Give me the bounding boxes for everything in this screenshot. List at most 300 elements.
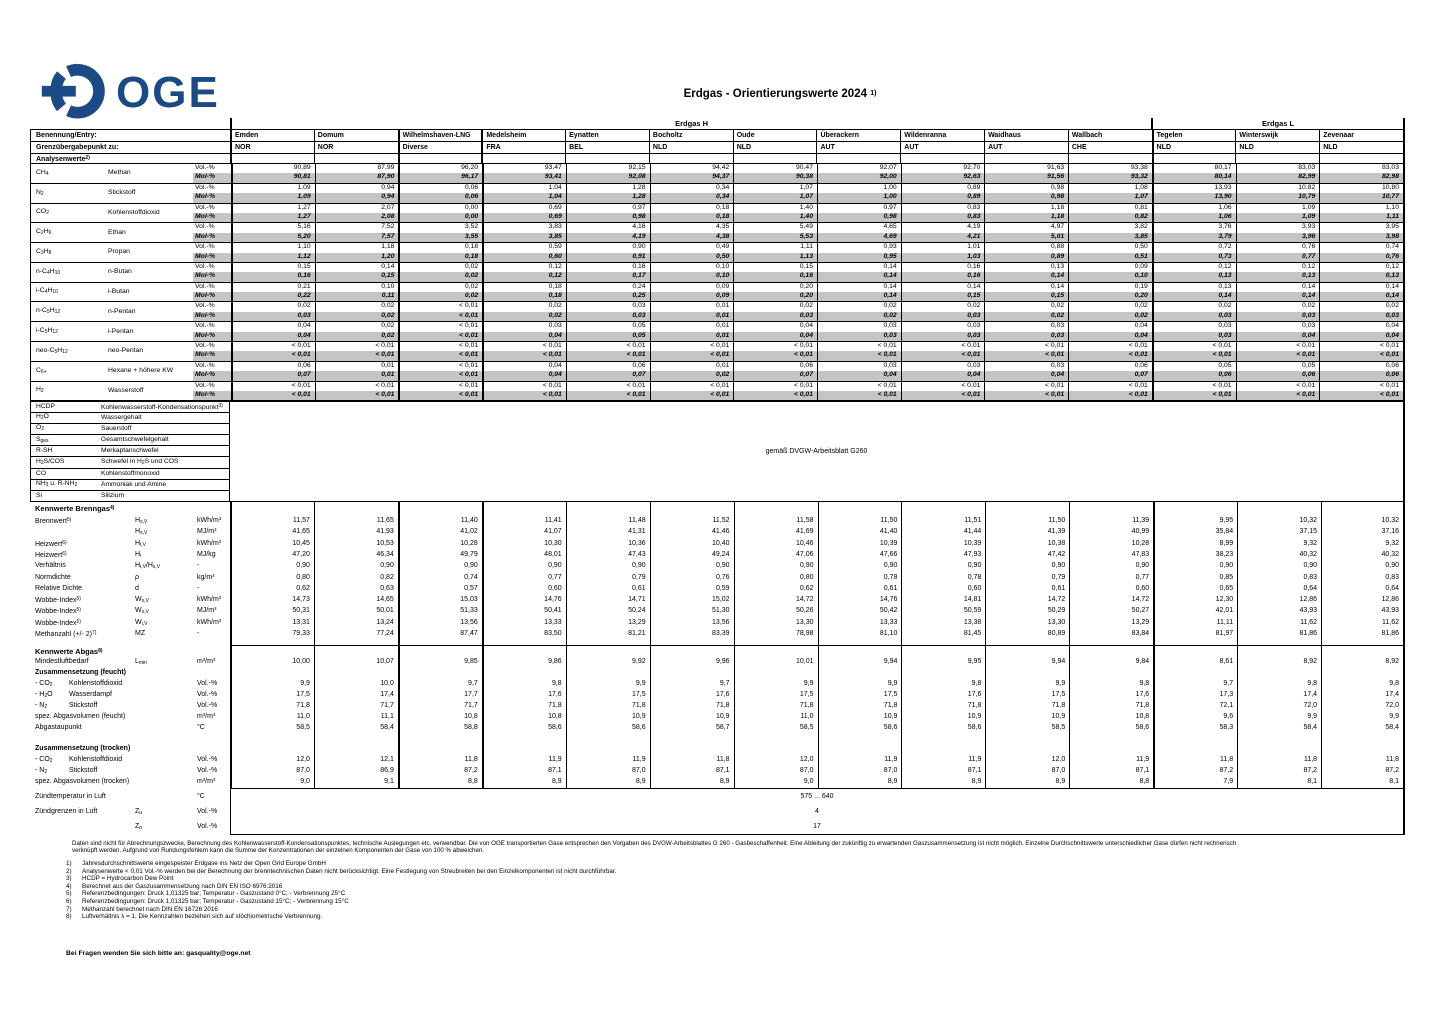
kennwert-value-cell: 10,01 [795,658,814,666]
unit-mol: Mol-% [193,332,231,341]
mol-value-cell: 1,13 [733,253,817,262]
kennwert-value-cell: 0,76 [715,573,730,581]
country-cell: FRA [481,142,565,153]
kennwert-value-cell [484,668,566,679]
mol-value-cell: 0,02 [482,312,566,321]
mol-value-cell: 1,12 [231,253,315,262]
kennwert-value-cell: 87,47 [460,630,478,638]
kennwert-label-line: - $N_2$ Stickstoff Vol.-% [35,701,218,710]
mol-value-cell: 1,00 [817,193,901,202]
mol-value-cell: 0,89 [984,253,1068,262]
kennwert-value-cell: 11,8 [1220,756,1234,764]
kennwert-column [985,502,1069,645]
requirement-row: R-SH Merkaptanschwefel [30,446,230,457]
vol-value-cell: 1,28 [566,184,650,193]
requirement-row: $H_2O$ Wassergehalt [30,413,230,424]
component-block [30,183,1405,203]
kennwert-column-spacer [1238,502,1321,515]
unit-mol: Mol-% [193,351,231,360]
kennwert-value-cell [1322,668,1403,679]
kennwert-value-cell: 9,94 [1051,658,1066,666]
kennwert-column-spacer [400,502,482,515]
vol-value-cell: 0,02 [398,263,482,272]
vol-value-cell: 0,03 [984,322,1068,331]
kennwert-value-cell: 10,8 [1135,712,1150,720]
kennwert-value-cell: 10,9 [715,712,730,720]
kennwert-value-cell: 10,39 [879,539,898,547]
footnote-marker: 1) [66,860,72,867]
vol-value-cell: 0,76 [1236,243,1320,252]
vol-value-cell: 0,02 [315,302,399,311]
kennwert-value-cell: 10,53 [376,539,394,547]
kennwert-value-cell: 58,5 [1051,723,1066,731]
mol-value-cell: 0,98 [984,193,1068,202]
vol-value-cell: 0,14 [1319,283,1403,292]
country-cell: AUT [900,142,984,153]
kennwert-value-cell: 9,8 [1389,680,1399,688]
kennwert-value-cell: 17,5 [1051,691,1066,698]
kennwert-value-cell: 87,1 [967,767,982,775]
kennwert-column-spacer [315,646,398,657]
kennwert-column-spacer [567,646,650,657]
kennwert-column-spacer [232,646,314,657]
kennwert-label-line: spez. Abgasvolumen (feucht) m³/m³ [35,712,216,720]
vol-value-cell: 0,97 [566,204,650,213]
mol-value-cell: 0,76 [1319,253,1403,262]
kennwert-value-cell: 46,34 [376,550,394,558]
kennwert-value-cell: 58,3 [1219,723,1234,731]
kennwert-column-spacer [1070,646,1153,657]
vol-value-cell: 0,03 [901,362,985,371]
mol-value-cell: 0,03 [1319,312,1403,321]
footnote-text: Berechnet aus der Gaszusammensetzung nach DIN EN ISO 6976:2016 [82,882,283,890]
entry-cell: Zevenaar [1319,130,1403,141]
kennwert-value-cell: 17,4 [380,691,394,698]
kennwert-column [314,502,398,645]
kennwert-column-spacer [902,502,985,515]
vol-value-cell: 0,02 [901,302,985,311]
footnote-text: Referenzbedingungen: Druck 1,01325 bar; Temperatur - Gaszustand 0°C; - Verbrennung 25°C [82,890,346,898]
analysis-header-cell [900,154,984,164]
footnote-text: Analysenwerte < 0,01 Vol.-% werden bei der Berechnung der brenntechnischen Daten nicht berücksichtigt. Eine Festlegung von Streubreiten bei den Einzelkomponenten ist nicht durchführbar. [82,867,617,875]
kennwert-value-cell: 58,8 [464,723,478,731]
kennwert-value-cell: 9,7 [1223,680,1234,688]
kennwert-value-cell: 9,8 [551,680,562,688]
kennwert-column [734,502,818,645]
vol-value-cell: 0,03 [817,362,901,371]
vol-value-cell: 90,47 [733,164,817,173]
vol-value-cell: 0,98 [984,184,1068,193]
kennwert-value-cell: 9,32 [1303,539,1318,547]
kennwert-value-cell: 10,9 [1051,712,1066,720]
kennwert-value-cell: 41,31 [628,528,646,536]
requirements-section [30,401,1405,502]
vol-value-cell: 0,18 [398,243,482,252]
vol-value-cell: 0,02 [1068,302,1152,311]
kennwert-value-cell: 71,8 [632,701,646,709]
kennwert-value-cell: 0,90 [1219,562,1234,570]
mol-value-cell: 0,09 [650,292,734,301]
vol-value-cell: 1,00 [817,184,901,193]
kennwert-column-spacer [232,502,314,515]
disclaimer-line-2: verknüpft werden. Aufgrund von Rundungsfehlern kann die Summe der Konzentrationen der einzelnen Komponenten der Gase von 100 % abweichen. [72,847,485,854]
gas-group-row [30,118,1405,129]
mol-value-cell: 0,51 [1068,253,1152,262]
country-cell: NLD [1235,142,1319,153]
kennwert-value-cell: 14,76 [544,596,562,604]
kennwert-value-cell: 58,6 [883,723,898,731]
vol-value-cell: 3,76 [1152,223,1236,232]
mol-value-cell: 0,94 [315,193,399,202]
kennwert-value-cell: 41,46 [712,528,730,536]
entry-cell: Winterswijk [1235,130,1319,141]
kennwert-value-cell: 12,0 [296,756,310,764]
kennwert-value-cell: 9,8 [1307,680,1318,688]
mol-value-cell: < 0,01 [650,351,734,360]
kennwert-column [818,502,902,645]
mol-value-cell: 13,90 [1152,193,1236,202]
kennwert-label-line: - $H_2O$ Wasserdampf Vol.-% [35,691,218,699]
kennwert-value-cell: 11,58 [796,517,814,525]
kennwert-value-cell: 77,24 [376,630,394,638]
vol-value-cell: 0,02 [315,322,399,331]
kennwert-value-cell: 11,57 [292,517,310,525]
kennwert-value-cell: 8,9 [1055,778,1066,786]
kennwert-value-cell: 9,9 [887,680,898,688]
kennwert-value-cell: 14,71 [628,596,646,604]
mol-value-cell: 0,95 [817,253,901,262]
kennwert-value-cell: 14,76 [879,596,898,604]
kennwert-column [482,646,566,788]
footnote-marker: 2) [66,867,72,875]
mol-value-cell: < 0,01 [315,351,399,360]
vol-value-cell: 0,06 [231,362,315,371]
mol-value-cell: 5,20 [231,233,315,242]
mol-value-cell: 0,34 [650,193,734,202]
kennwert-label-line: Wobbe-Index$^{5)}$ $W_{i,V}$ kWh/m³ [35,618,222,627]
kennwert-value-cell: 17,4 [1303,691,1318,698]
unit-mol: Mol-% [193,391,231,400]
vol-value-cell: 0,12 [1319,263,1403,272]
vol-value-cell: 0,15 [733,263,817,272]
kennwert-column [650,646,734,788]
kennwert-value-cell: 71,8 [799,701,814,709]
mol-value-cell: < 0,01 [398,371,482,380]
analysis-header-cell [816,154,900,164]
vol-value-cell: 0,74 [1319,243,1403,252]
kennwert-value-cell [232,744,314,755]
kennwert-value-cell: 12,1 [380,756,394,764]
mol-value-cell: 0,14 [817,272,901,281]
vol-value-cell: < 0,01 [398,322,482,331]
vol-value-cell: < 0,01 [315,382,399,391]
mol-value-cell: < 0,01 [398,351,482,360]
kennwert-value-cell: 49,79 [460,550,478,558]
vol-value-cell: 10,82 [1236,184,1320,193]
unit-mol: Mol-% [193,272,231,281]
vol-value-cell: 0,04 [231,322,315,331]
kennwert-value-cell [567,744,650,755]
component-block [30,262,1405,282]
kennwert-column [1237,502,1321,645]
entry-cell: Medelsheim [481,130,565,141]
vol-value-cell: 0,24 [566,283,650,292]
mol-value-cell: 0,07 [733,371,817,380]
vol-value-cell: 10,80 [1319,184,1403,193]
kennwert-value-cell: 10,07 [376,658,394,666]
mol-value-cell: 0,01 [650,332,734,341]
country-cell: NLD [1152,142,1236,153]
vol-value-cell: 4,65 [817,223,901,232]
kennwert-value-cell: 0,61 [1051,584,1066,592]
vol-value-cell: < 0,01 [315,342,399,351]
component-block [30,282,1405,302]
vol-value-cell: 0,90 [566,243,650,252]
kennwert-value-cell: 41,07 [544,528,562,536]
kennwert-value-cell: 17,6 [715,691,730,698]
kennwert-value-cell: 10,9 [883,712,898,720]
kennwert-value-cell: 11,52 [712,517,730,525]
kennwert-value-cell [902,668,985,679]
kennwert-value-cell: 0,83 [1303,573,1318,581]
mol-value-cell: < 0,01 [901,391,985,400]
footnote-marker: 6) [66,897,72,905]
country-cell: AUT [816,142,900,153]
contact-line: Bei Fragen wenden Sie sich bitte an: gasquality@oge.net [66,950,251,957]
vol-value-cell: 0,15 [231,263,315,272]
mol-value-cell: 0,20 [1068,292,1152,301]
vol-value-cell: 0,10 [650,263,734,272]
mol-value-cell: 0,14 [984,272,1068,281]
footnote-marker: 3) [66,875,72,883]
kennwert-value-cell: 0,90 [967,562,982,570]
vol-value-cell: 1,27 [231,204,315,213]
mol-value-cell: 0,07 [1068,371,1152,380]
vol-value-cell: < 0,01 [566,382,650,391]
kennwert-value-cell: 81,45 [963,630,982,638]
kennwert-value-cell [986,668,1069,679]
vol-value-cell: < 0,01 [398,302,482,311]
vol-value-cell: 0,50 [1068,243,1152,252]
kennwert-column [1321,646,1405,788]
kennwert-value-cell: 13,30 [795,618,814,626]
vol-value-cell: 3,83 [482,223,566,232]
fuel-characteristics-section [30,502,1405,646]
mol-value-cell: 0,07 [231,371,315,380]
kennwert-value-cell: 0,90 [548,562,562,570]
vol-value-cell: 3,93 [1236,223,1320,232]
mol-value-cell: 0,22 [231,292,315,301]
mol-value-cell: 0,02 [1068,312,1152,321]
mol-value-cell: 0,01 [650,312,734,321]
analysis-header-cell [733,154,817,164]
unit-mol: Mol-% [193,253,231,262]
kennwert-value-cell: 11,9 [884,756,898,764]
footnote-marker: 8) [66,913,72,921]
mol-value-cell: 0,03 [231,312,315,321]
analysis-values-section [30,163,1405,401]
mol-value-cell: < 0,01 [901,351,985,360]
mol-value-cell: < 0,01 [1152,351,1236,360]
entry-cell: Wilhelmshaven-LNG [398,130,482,141]
kennwert-value-cell: 47,43 [628,550,646,558]
mol-value-cell: 0,15 [901,292,985,301]
vol-value-cell: < 0,01 [231,382,315,391]
kennwert-value-cell: 0,74 [464,573,478,581]
component-label: $H_2$ Wasserstoff [36,386,144,395]
kennwert-value-cell: 9,85 [464,658,478,666]
mol-value-cell: 0,03 [984,332,1068,341]
kennwert-value-cell: 9,7 [719,680,730,688]
vol-value-cell: 4,16 [566,223,650,232]
kennwert-value-cell: 11,9 [632,756,646,764]
mol-value-cell: < 0,01 [398,332,482,341]
kennwert-value-cell [986,744,1069,755]
kennwert-value-cell [1322,734,1403,745]
disclaimer-note [36,840,1236,854]
kennwert-value-cell: 11,39 [1132,517,1150,525]
unit-mol: Mol-% [193,213,231,222]
kennwert-value-cell: 87,2 [464,767,478,775]
component-label: $CO_2$ Kohlenstoffdioxid [36,208,160,217]
kennwert-value-cell: 81,97 [1215,630,1234,638]
kennwert-value-cell: 9,32 [1385,539,1399,547]
kennwert-value-cell: 15,02 [712,596,730,604]
mol-value-cell: 0,00 [398,213,482,222]
kennwert-value-cell: 41,69 [795,528,814,536]
kennwert-value-cell: 14,81 [963,596,982,604]
mol-value-cell: 0,04 [817,371,901,380]
analysis-section-header [30,153,1405,163]
kennwert-value-cell: 71,8 [1051,701,1066,709]
kennwert-value-cell: 71,8 [967,701,982,709]
unit-vol: Vol.-% [195,361,215,369]
vol-value-cell: 0,01 [650,302,734,311]
kennwert-column [1069,646,1153,788]
vol-value-cell: 1,10 [231,243,315,252]
mol-value-cell: 0,73 [1152,253,1236,262]
kennwert-value-cell: 51,33 [460,607,478,615]
kennwert-value-cell [1238,744,1321,755]
requirement-row: $O_2$ Sauerstoff [30,424,230,435]
kennwert-value-cell: 0,60 [967,584,982,592]
exhaust-labels [30,646,230,789]
ignition-value: 4 [815,808,819,816]
component-label: $C_{6+}$ Hexane + höhere KW [36,366,174,375]
mol-value-cell: < 0,01 [231,351,315,360]
mol-value-cell: 0,98 [817,213,901,222]
requirement-row: $NH_3$ u. $R-NH_2$ Ammoniak und Amine [30,480,230,491]
mol-value-cell: 1,09 [1236,213,1320,222]
vol-value-cell: < 0,01 [398,362,482,371]
disclaimer-line-1: Daten sind nicht für Abrechnungszwecke, Berechnung des Kohlenwasserstoff-Kondensationspunktes, technische Auslegungen etc. verwendbar. Die von OGE transportierten Gase entsprechen den Vorgaben des DVGW-Arbeitsblattes G 260 - Gasbeschaffenheit. Eine Ableitung der zukünftig zu erwartenden Gaszusammensetzung ist nicht möglich. Einzelne Durchschnittswerte unterschiedlicher Gase dürfen nicht rechnerisch [72,840,1237,847]
vol-value-cell: < 0,01 [1319,382,1403,391]
kennwert-value-cell: 9,9 [300,680,310,688]
kennwert-value-cell: 40,32 [1299,550,1318,558]
kennwert-value-cell [400,668,482,679]
exhaust-data-grid [230,646,1405,789]
kennwert-value-cell: 58,5 [799,723,814,731]
unit-vol: Vol.-% [195,203,215,211]
kennwert-value-cell [1238,734,1321,745]
mol-value-cell: 0,04 [901,371,985,380]
kennwert-value-cell: 13,29 [628,618,646,626]
mol-value-cell: 90,81 [231,173,315,182]
vol-value-cell: 0,16 [566,263,650,272]
mol-value-cell: 0,13 [1319,272,1403,281]
kennwert-value-cell: 83,39 [712,630,730,638]
vol-value-cell: 0,02 [984,302,1068,311]
kennwert-label-line: Brennwert$^{5)}$ $H_{s,V}$ kWh/m³ [35,517,222,526]
kennwert-value-cell: 87,1 [548,767,562,775]
kennwert-value-cell [735,668,818,679]
mol-value-cell: 0,02 [650,371,734,380]
kennwert-value-cell [232,734,314,745]
mol-value-cell: 10,77 [1319,193,1403,202]
ignition-label-line: Zündgrenzen in Luft $Z_u$ Vol.-% [35,808,218,817]
kennwert-value-cell: 12,0 [1051,756,1066,764]
kennwert-column-spacer [1155,502,1237,515]
kennwert-value-cell: 10,45 [292,539,310,547]
footnote-text: HCDP = Hydrocarbon Dew Point [82,875,174,883]
vol-value-cell: 0,94 [315,184,399,193]
mol-value-cell: 0,98 [566,213,650,222]
kennwert-value-cell [400,744,482,755]
kennwert-value-cell: 41,39 [1047,528,1066,536]
vol-value-cell: 0,19 [1068,283,1152,292]
vol-value-cell: 1,10 [1319,204,1403,213]
kennwert-value-cell: 58,5 [296,723,310,731]
mol-value-cell: 1,20 [315,253,399,262]
kennwert-value-cell: 9,8 [1139,680,1150,688]
kennwert-label-line [30,734,230,745]
kennwert-value-cell [567,668,650,679]
kennwert-value-cell: 43,93 [1381,607,1399,615]
mol-value-cell: 0,02 [398,272,482,281]
vol-value-cell: < 0,01 [901,342,985,351]
vol-value-cell: < 0,01 [566,342,650,351]
kennwert-value-cell: 17,5 [799,691,814,698]
kennwert-value-cell [819,668,902,679]
vol-value-cell: 0,81 [1068,204,1152,213]
kennwert-value-cell: 8,99 [1219,539,1234,547]
kennwert-value-cell: 17,7 [464,691,478,698]
vol-value-cell: 13,93 [1152,184,1236,193]
mol-value-cell: 0,10 [1068,272,1152,281]
mol-value-cell: < 0,01 [733,391,817,400]
kennwert-value-cell: 0,60 [1135,584,1150,592]
group-erdgas-h: Erdgas H [230,118,1153,129]
unit-mol: Mol-% [193,371,231,380]
vol-value-cell: 2,07 [315,204,399,213]
kennwert-value-cell: 50,59 [963,607,982,615]
kennwert-value-cell: 87,1 [715,767,730,775]
border-point-row [30,141,1405,153]
unit-vol: Vol.-% [195,302,215,310]
requirement-row: CO Kohlenstoffmonoxid [30,469,230,480]
kennwert-value-cell: 87,2 [1219,767,1234,775]
component-label: $N_2$ Stickstoff [36,188,136,197]
kennwert-value-cell: 13,38 [963,618,982,626]
vol-value-cell: 0,20 [733,283,817,292]
vol-value-cell: 0,09 [650,283,734,292]
kennwert-value-cell: 11,41 [544,517,562,525]
oge-logo-text: OGE [116,68,220,117]
kennwert-value-cell: 0,80 [799,573,814,581]
mol-value-cell: 0,89 [901,193,985,202]
component-block [30,163,1405,183]
kennwert-value-cell: 47,20 [292,550,310,558]
